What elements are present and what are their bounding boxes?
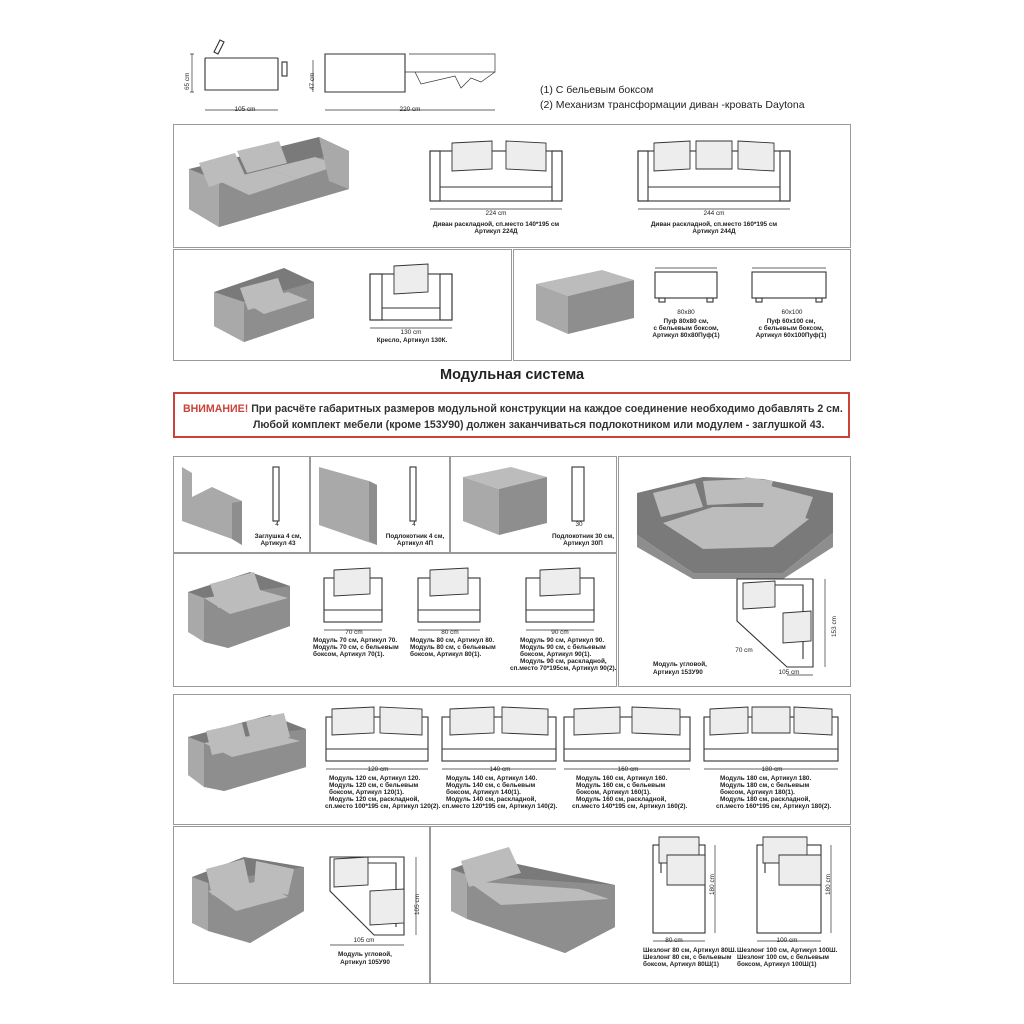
modules-panel (173, 553, 617, 687)
sofas-panel (173, 124, 851, 248)
m160-caption-5: сп.место 140*195 см, Артикул 160(2). (572, 803, 688, 810)
m80-drawing (414, 564, 486, 634)
sofa224-caption-2: Артикул 224Д (474, 228, 518, 235)
m80-caption-2: Модуль 80 см, с бельевым (410, 644, 496, 651)
lounge80-caption-2: Шезлонг 80 см, с бельевым (643, 954, 732, 961)
m80-caption-3: боксом, Артикул 80(1). (410, 651, 482, 658)
warning-text-1: При расчёте габаритных размеров модульной конструкции на каждое соединение необходимо добавлять 2 см. (248, 403, 843, 415)
corner105-caption-1: Модуль угловой, (338, 951, 392, 958)
m180-caption-5: сп.место 160*195 см, Артикул 180(2). (716, 803, 832, 810)
pouf80-caption-2: с бельевым боксом, (653, 325, 719, 332)
m120-drawing (322, 701, 434, 771)
corner153-dim-h: 153 cm (831, 616, 838, 637)
pouf80-caption-1: Пуф 80x80 см, (663, 318, 709, 325)
m160-caption-4: Модуль 160 см, раскладной, (576, 796, 667, 803)
armchair-caption: Кресло, Артикул 130К. (376, 337, 448, 344)
side-width-dim: 105 cm (234, 106, 256, 113)
warning-label: ВНИМАНИЕ! (183, 403, 249, 415)
m180-caption-2: Модуль 180 см, с бельевым (720, 782, 810, 789)
pouf80-caption-3: Артикул 80x80Пуф(1) (652, 332, 720, 339)
corner153-dim-d: 70 cm (735, 647, 753, 654)
m160-caption-2: Модуль 160 см, с бельевым (576, 782, 666, 789)
corner105-drawing (324, 851, 424, 951)
m180-drawing (700, 701, 844, 771)
m120-caption-2: Модуль 120 см, с бельевым (329, 782, 419, 789)
pouf60-drawing (746, 264, 836, 314)
warning-box (173, 392, 850, 438)
m180-caption-3: боксом, Артикул 180(1). (720, 789, 795, 796)
m70-caption-1: Модуль 70 см, Артикул 70. (313, 637, 398, 644)
plug-caption-1: Заглушка 4 см, (254, 533, 302, 540)
m90-dim: 90 cm (551, 629, 569, 636)
m140-dim: 140 cm (489, 766, 511, 773)
lounge-panel (430, 826, 851, 984)
m70-caption-2: Модуль 70 см, с бельевым (313, 644, 399, 651)
m120-dim: 120 cm (367, 766, 389, 773)
pouf60-caption-2: с бельевым боксом, (758, 325, 824, 332)
arm4-drawing (407, 465, 421, 525)
m90-caption-4: Модуль 90 см, раскладной, (520, 658, 607, 665)
module2-render-image (180, 707, 310, 803)
m140-caption-4: Модуль 140 см, раскладной, (446, 796, 537, 803)
m90-drawing (522, 564, 602, 634)
corner105-render-image (184, 847, 314, 967)
arm4-caption-1: Подлокотник 4 см, (385, 533, 445, 540)
armchair-dim: 130 cm (400, 329, 422, 336)
plug-panel (173, 456, 310, 553)
m120-caption-1: Модуль 120 см, Артикул 120. (329, 775, 421, 782)
warning-line-1 (183, 403, 843, 415)
bed-height-dim: 47 cm (309, 72, 316, 90)
m180-caption-1: Модуль 180 см, Артикул 180. (720, 775, 812, 782)
m140-caption-5: сп.место 120*195 см, Артикул 140(2). (442, 803, 558, 810)
m140-caption-3: боксом, Артикул 140(1). (446, 789, 521, 796)
m180-dim: 180 cm (761, 766, 783, 773)
corner153-caption-1: Модуль угловой, (653, 661, 707, 668)
lounge80-caption-3: боксом, Артикул 80Ш(1) (643, 961, 719, 968)
lounge100-dim-h: 180 cm (825, 874, 832, 895)
plug-dim: 4 (275, 521, 279, 528)
corner105-caption-2: Артикул 105У90 (340, 959, 390, 966)
armchair-render-image (204, 258, 324, 358)
sofa224-drawing (426, 135, 566, 215)
side-height-dim: 65 cm (184, 72, 191, 90)
pouf-panel (513, 249, 851, 361)
armchair-drawing (366, 260, 456, 334)
m70-caption-3: боксом, Артикул 70(1). (313, 651, 385, 658)
arm30-drawing (569, 465, 589, 525)
m70-dim: 70 cm (345, 629, 363, 636)
m120-caption-3: боксом, Артикул 120(1). (329, 789, 404, 796)
sofa224-caption-1: Диван раскладной, сп.место 140*195 см (432, 221, 560, 228)
arm4-dim: 4 (412, 521, 416, 528)
arm30-caption-1: Подлокотник 30 см, (551, 533, 615, 540)
arm30-caption-2: Артикул 30П (563, 540, 603, 547)
sofa244-caption-1: Диван раскладной, сп.место 160*195 см (650, 221, 778, 228)
lounge80-caption-1: Шезлонг 80 см, Артикул 80Ш. (643, 947, 737, 954)
sofa224-dim: 224 cm (485, 210, 507, 217)
arm4-caption-2: Артикул 4П (396, 540, 434, 547)
m70-drawing (320, 564, 390, 634)
corner105-dim-w: 105 cm (353, 937, 375, 944)
m180-caption-4: Модуль 180 см, раскладной, (720, 796, 811, 803)
m160-caption-3: боксом, Артикул 160(1). (576, 789, 651, 796)
lounge-render-image (445, 841, 625, 961)
lounge80-dim-w: 80 cm (665, 937, 683, 944)
lounge100-dim-w: 100 cm (776, 937, 798, 944)
lounge100-caption-1: Шезлонг 100 см, Артикул 100Ш. (737, 947, 838, 954)
m160-drawing (560, 701, 696, 771)
m160-dim: 160 cm (617, 766, 639, 773)
m90-caption-1: Модуль 90 см, Артикул 90. (520, 637, 605, 644)
corner105-panel (173, 826, 430, 984)
m90-caption-5: сп.место 70*195см, Артикул 90(2). (510, 665, 617, 672)
arm30-panel (450, 456, 617, 553)
note-mechanism: (2) Механизм трансформации диван -кровать Daytona (540, 99, 805, 111)
m160-caption-1: Модуль 160 см, Артикул 160. (576, 775, 668, 782)
corner153-render-image (633, 463, 843, 581)
lounge100-caption-2: Шезлонг 100 см, с бельевым (737, 954, 830, 961)
bed-length-dim: 220 cm (399, 106, 421, 113)
corner153-dim-w: 105 cm (778, 669, 800, 676)
pouf60-caption-3: Артикул 60x100Пуф(1) (755, 332, 827, 339)
lounge100-drawing (751, 833, 847, 943)
m90-caption-3: боксом, Артикул 90(1). (520, 651, 592, 658)
corner153-caption-2: Артикул 153У90 (653, 669, 703, 676)
m140-caption-1: Модуль 140 см, Артикул 140. (446, 775, 538, 782)
m120-caption-4: Модуль 120 см, раскладной, (329, 796, 420, 803)
m140-caption-2: Модуль 140 см, с бельевым (446, 782, 536, 789)
corner105-dim-h: 105 cm (414, 894, 421, 915)
modular-system-title: Модульная система (440, 367, 585, 383)
note-linen-box: (1) С бельевым боксом (540, 84, 654, 96)
m80-dim: 80 cm (441, 629, 459, 636)
warning-line-2: Любой комплект мебели (кроме 153У90) должен заканчиваться подлокотником или модулем - заглушкой 43. (253, 419, 825, 431)
m140-drawing (438, 701, 562, 771)
sofa-render-image (179, 129, 379, 244)
plug-caption-2: Артикул 43 (260, 540, 296, 547)
sofa244-caption-2: Артикул 244Д (692, 228, 736, 235)
arm4-render-image (315, 463, 381, 549)
pouf80-dim: 80x80 (677, 309, 695, 316)
lounge80-dim-h: 180 cm (709, 874, 716, 895)
sofa244-dim: 244 cm (703, 210, 725, 217)
long-modules-panel (173, 694, 851, 825)
arm30-dim: 30 (575, 521, 583, 528)
pouf80-drawing (649, 264, 729, 314)
pouf60-dim: 60x100 (781, 309, 803, 316)
plug-render-image (178, 463, 248, 549)
arm4-panel (310, 456, 450, 553)
pouf60-caption-1: Пуф 60x100 см, (766, 318, 816, 325)
plug-drawing (270, 465, 284, 525)
sofa244-drawing (634, 135, 794, 215)
module-render-image (180, 562, 300, 662)
lounge100-caption-3: боксом, Артикул 100Ш(1) (737, 961, 817, 968)
m90-caption-2: Модуль 90 см, с бельевым (520, 644, 606, 651)
arm30-render-image (459, 463, 549, 543)
pouf-render-image (532, 264, 642, 344)
corner153-drawing (729, 575, 839, 675)
m80-caption-1: Модуль 80 см, Артикул 80. (410, 637, 495, 644)
armchair-panel (173, 249, 512, 361)
m120-caption-5: сп.место 100*195 см, Артикул 120(2). (325, 803, 441, 810)
corner153-panel (618, 456, 851, 687)
